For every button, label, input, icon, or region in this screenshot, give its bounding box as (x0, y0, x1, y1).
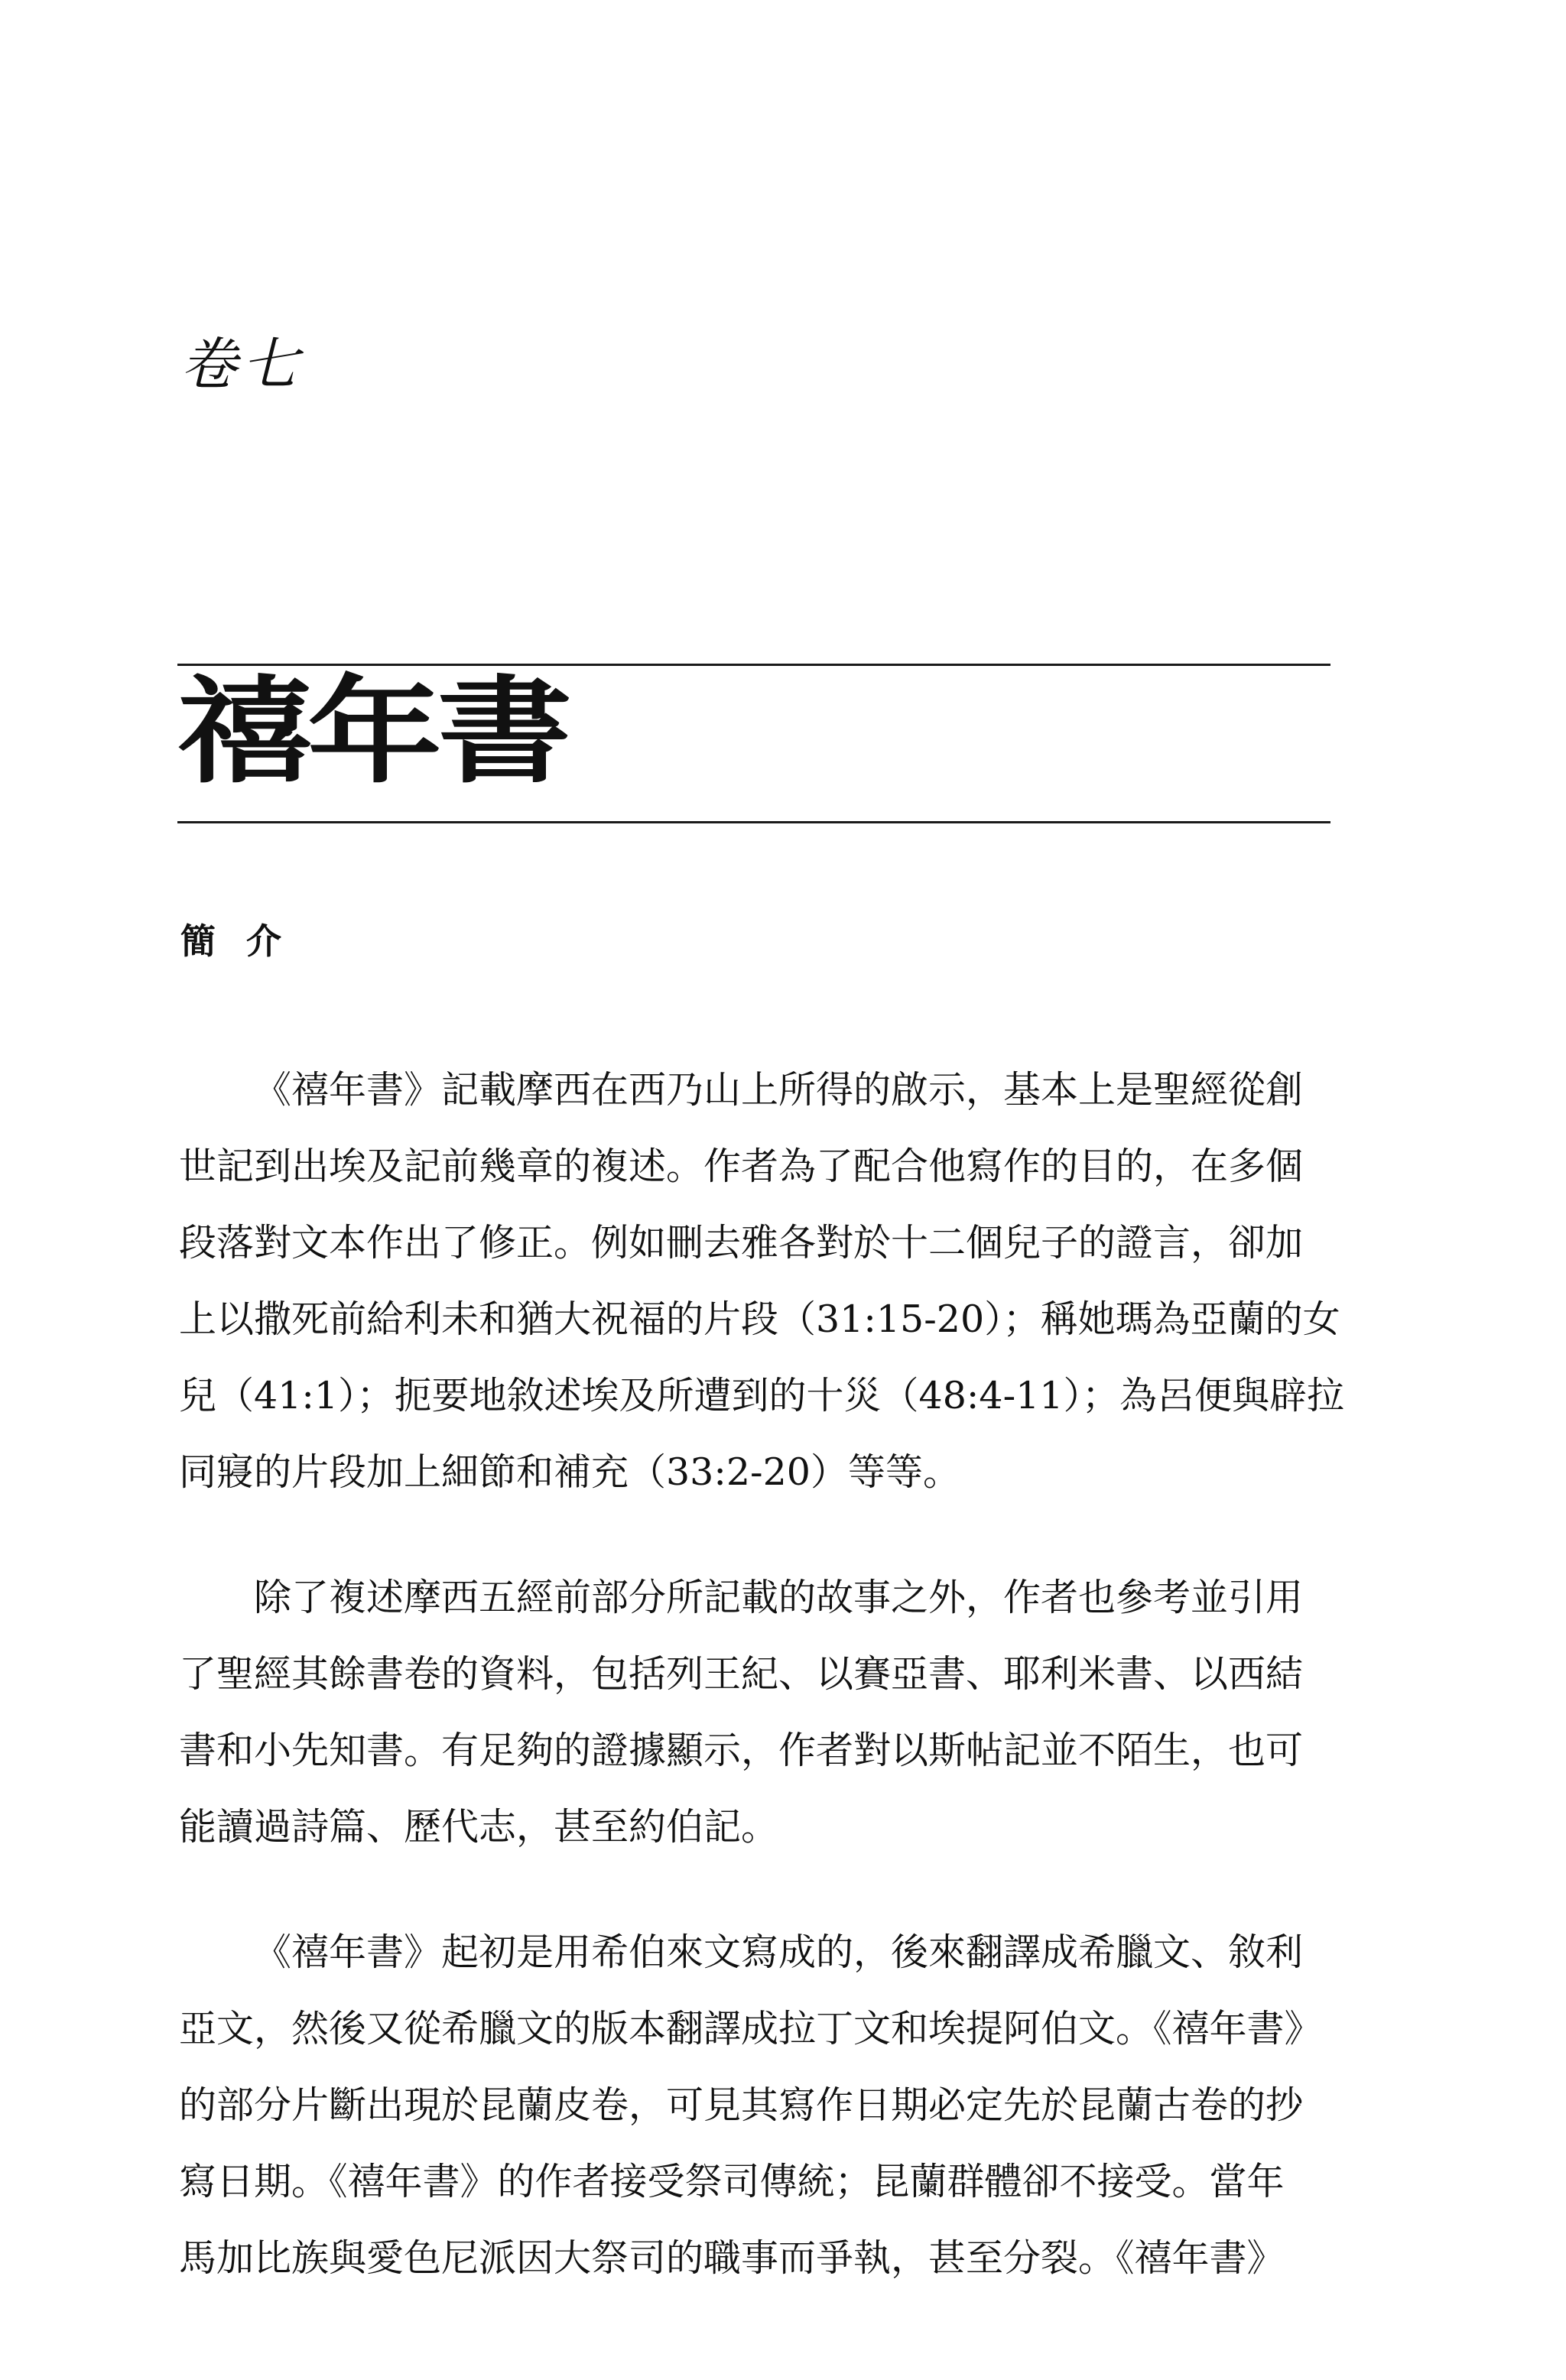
book-title: 禧年書 (177, 664, 568, 800)
paragraph-line: 能讀過詩篇、歷代志，甚至約伯記。 (179, 1805, 779, 1849)
paragraph-line: 《禧年書》記載摩西在西乃山上所得的啟示，基本上是聖經從創 (254, 1068, 1304, 1112)
paragraph-line: 馬加比族與愛色尼派因大祭司的職事而爭執，甚至分裂。《禧年書》 (179, 2236, 1285, 2280)
volume-label: 卷七 (180, 332, 303, 398)
paragraph-line: 寫日期。《禧年書》的作者接受祭司傳統；昆蘭群體卻不接受。當年 (179, 2160, 1285, 2203)
paragraph-line: 書和小先知書。有足夠的證據顯示，作者對以斯帖記並不陌生，也可 (179, 1729, 1304, 1772)
paragraph-line: 兒（41:1）；扼要地敘述埃及所遭到的十災（48:4-11）；為呂便與辟拉 (179, 1374, 1344, 1417)
paragraph-line: 的部分片斷出現於昆蘭皮卷，可見其寫作日期必定先於昆蘭古卷的抄 (179, 2083, 1304, 2127)
paragraph-line: 同寢的片段加上細節和補充（33:2-20）等等。 (179, 1450, 960, 1494)
paragraph-line: 亞文，然後又從希臘文的版本翻譯成拉丁文和埃提阿伯文。《禧年書》 (179, 2007, 1322, 2050)
title-rule-bottom (177, 821, 1330, 823)
paragraph-line: 世記到出埃及記前幾章的複述。作者為了配合他寫作的目的，在多個 (179, 1145, 1304, 1188)
paragraph-2 (179, 1560, 1335, 1865)
paragraph-3 (179, 1914, 1335, 2297)
paragraph-1 (179, 1052, 1344, 1511)
paragraph-line: 《禧年書》起初是用希伯來文寫成的，後來翻譯成希臘文、敘利 (254, 1930, 1304, 1974)
paragraph-line: 段落對文本作出了修正。例如刪去雅各對於十二個兒子的證言，卻加 (179, 1221, 1304, 1265)
paragraph-line: 上以撒死前給利未和猶大祝福的片段（31:15-20）；稱她瑪為亞蘭的女 (179, 1297, 1340, 1341)
body-text (179, 1052, 1344, 2297)
section-heading: 簡介 (180, 921, 312, 962)
paragraph-line: 除了複述摩西五經前部分所記載的故事之外，作者也參考並引用 (254, 1576, 1304, 1619)
paragraph-line: 了聖經其餘書卷的資料，包括列王紀、以賽亞書、耶利米書、以西結 (179, 1652, 1304, 1696)
